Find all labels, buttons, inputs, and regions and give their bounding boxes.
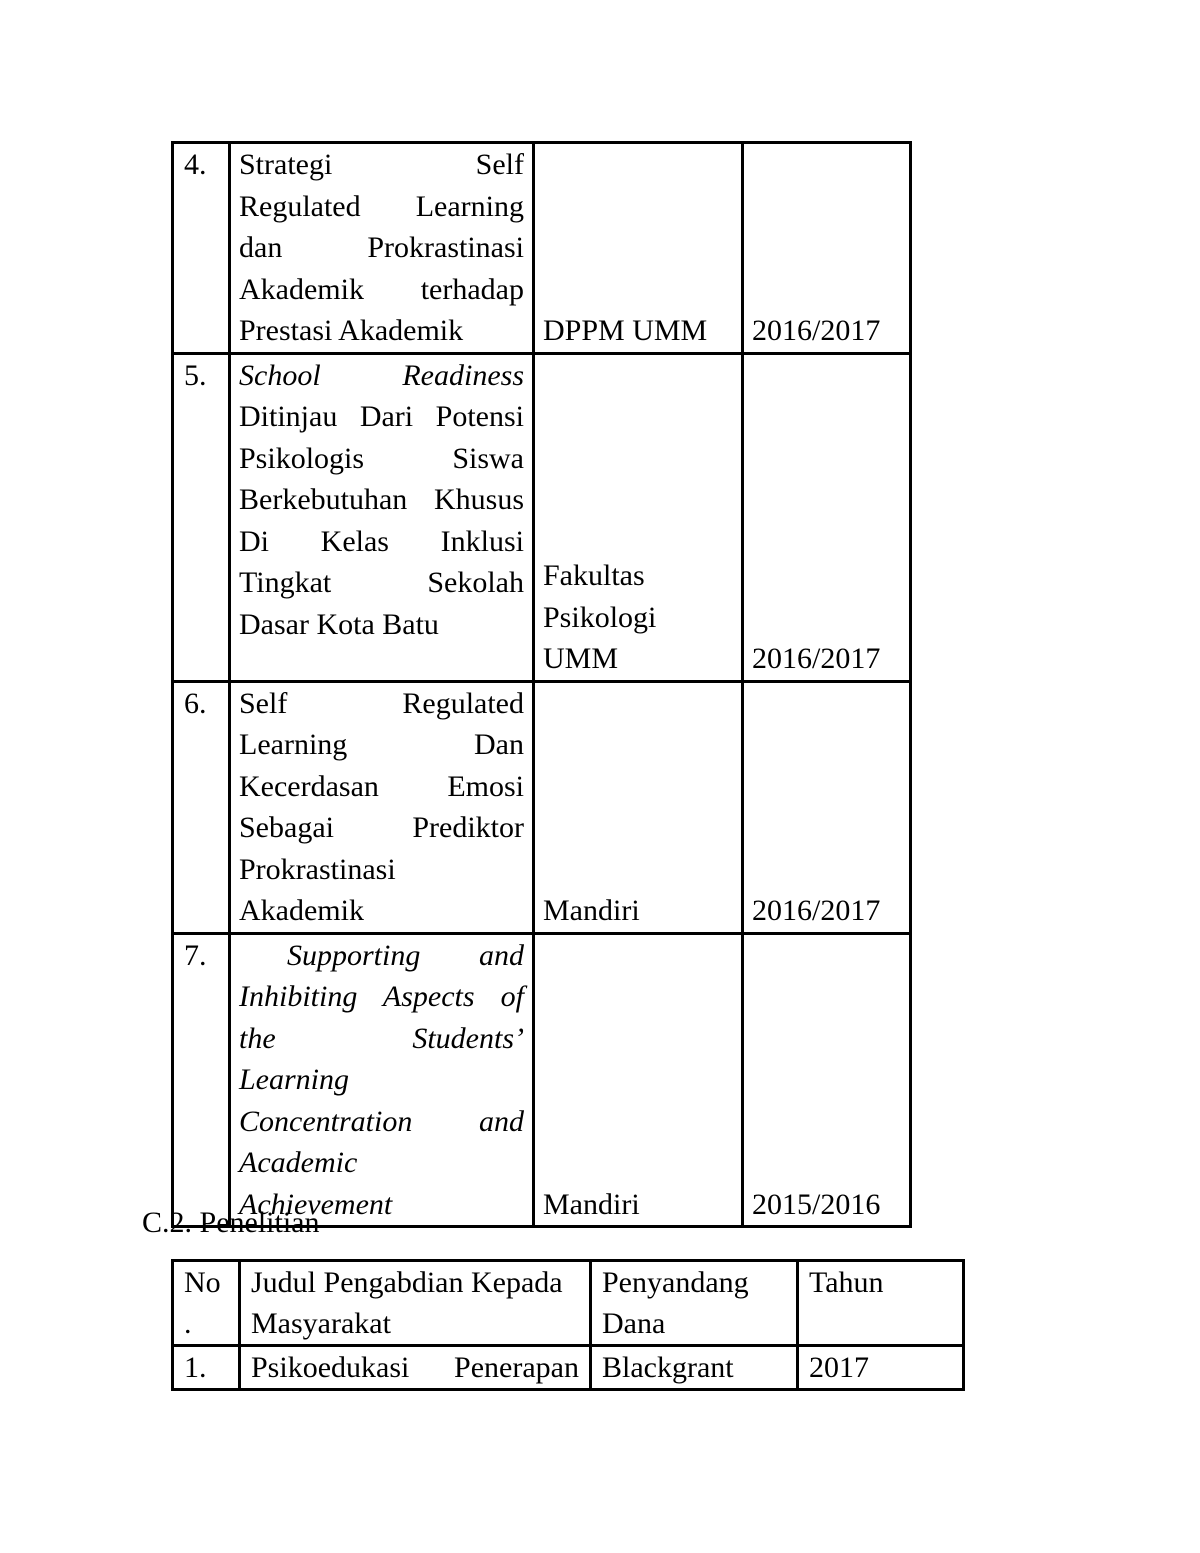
- row-title: [230, 353, 534, 681]
- community-service-table: [171, 1259, 965, 1391]
- title-line: Self Regulated: [239, 686, 524, 720]
- table-row: [173, 143, 911, 354]
- funder-line: Mandiri: [543, 894, 640, 927]
- table-row: [173, 353, 911, 681]
- header-title: [240, 1261, 591, 1346]
- header-funder-line: Penyandang: [602, 1266, 749, 1299]
- header-title-line: Masyarakat: [251, 1307, 391, 1340]
- title-line: Concentration and: [239, 1104, 524, 1138]
- row-number: 1.: [173, 1346, 240, 1390]
- title-line: School Readiness: [239, 358, 524, 392]
- row-number: 7.: [173, 933, 230, 1227]
- row-title: Psikoedukasi Penerapan: [240, 1346, 591, 1390]
- row-year: 2016/2017: [743, 143, 911, 354]
- row-year: 2016/2017: [743, 353, 911, 681]
- row-title: [230, 681, 534, 933]
- title-line: Tingkat Sekolah: [239, 566, 524, 599]
- funder-line: DPPM UMM: [543, 314, 708, 347]
- row-funder: [534, 143, 743, 354]
- funder-line: Mandiri: [543, 1187, 640, 1221]
- row-title: [230, 933, 534, 1227]
- row-number: 6.: [173, 681, 230, 933]
- header-funder: [591, 1261, 798, 1346]
- table-row: [173, 1346, 964, 1390]
- title-line: Akademik terhadap: [239, 272, 524, 306]
- title-line: Achievement: [239, 1187, 393, 1221]
- row-year: 2015/2016: [743, 933, 911, 1227]
- row-year: 2016/2017: [743, 681, 911, 933]
- title-line: the Students’: [239, 1021, 524, 1055]
- section-heading: C.2. Penelitian: [142, 1206, 320, 1239]
- title-line: Strategi Self: [239, 148, 524, 181]
- row-year: 2017: [798, 1346, 964, 1390]
- title-line: Akademik: [239, 894, 364, 927]
- header-year: Tahun: [798, 1261, 964, 1346]
- title-line: Academic: [239, 1146, 358, 1179]
- title-line: Kecerdasan Emosi: [239, 769, 524, 803]
- title-line: Dasar Kota Batu: [239, 607, 439, 641]
- title-line: Prokrastinasi: [239, 852, 396, 886]
- research-table-continued: [171, 141, 912, 1228]
- table-row: [173, 933, 911, 1227]
- funder-line: UMM: [543, 642, 619, 675]
- header-no-line: .: [184, 1307, 192, 1340]
- title-line: dan Prokrastinasi: [239, 231, 524, 264]
- title-line: Ditinjau Dari Potensi: [239, 400, 524, 433]
- row-title: [230, 143, 534, 354]
- table-header-row: [173, 1261, 964, 1346]
- title-line: Supporting and: [287, 938, 524, 972]
- title-line: Psikologis Siswa: [239, 441, 524, 475]
- row-funder: [534, 353, 743, 681]
- funder-line: Fakultas: [543, 559, 645, 592]
- header-funder-line: Dana: [602, 1307, 666, 1340]
- header-title-line: Judul Pengabdian Kepada: [251, 1266, 563, 1299]
- title-line: Di Kelas Inklusi: [239, 524, 524, 558]
- title-line: Regulated Learning: [239, 189, 524, 223]
- title-line: Inhibiting Aspects of: [239, 980, 524, 1013]
- title-line: Prestasi Akademik: [239, 314, 464, 347]
- row-funder: [534, 933, 743, 1227]
- title-line: Berkebutuhan Khusus: [239, 483, 524, 516]
- funder-line: Psikologi: [543, 600, 657, 634]
- title-line: Learning: [239, 1063, 350, 1096]
- row-number: 4.: [173, 143, 230, 354]
- header-no-line: No: [184, 1266, 221, 1299]
- header-no: [173, 1261, 240, 1346]
- title-line: Learning Dan: [239, 728, 524, 761]
- table-row: [173, 681, 911, 933]
- row-number: 5.: [173, 353, 230, 681]
- title-line: Sebagai Prediktor: [239, 811, 524, 844]
- row-funder: [534, 681, 743, 933]
- row-funder: Blackgrant: [591, 1346, 798, 1390]
